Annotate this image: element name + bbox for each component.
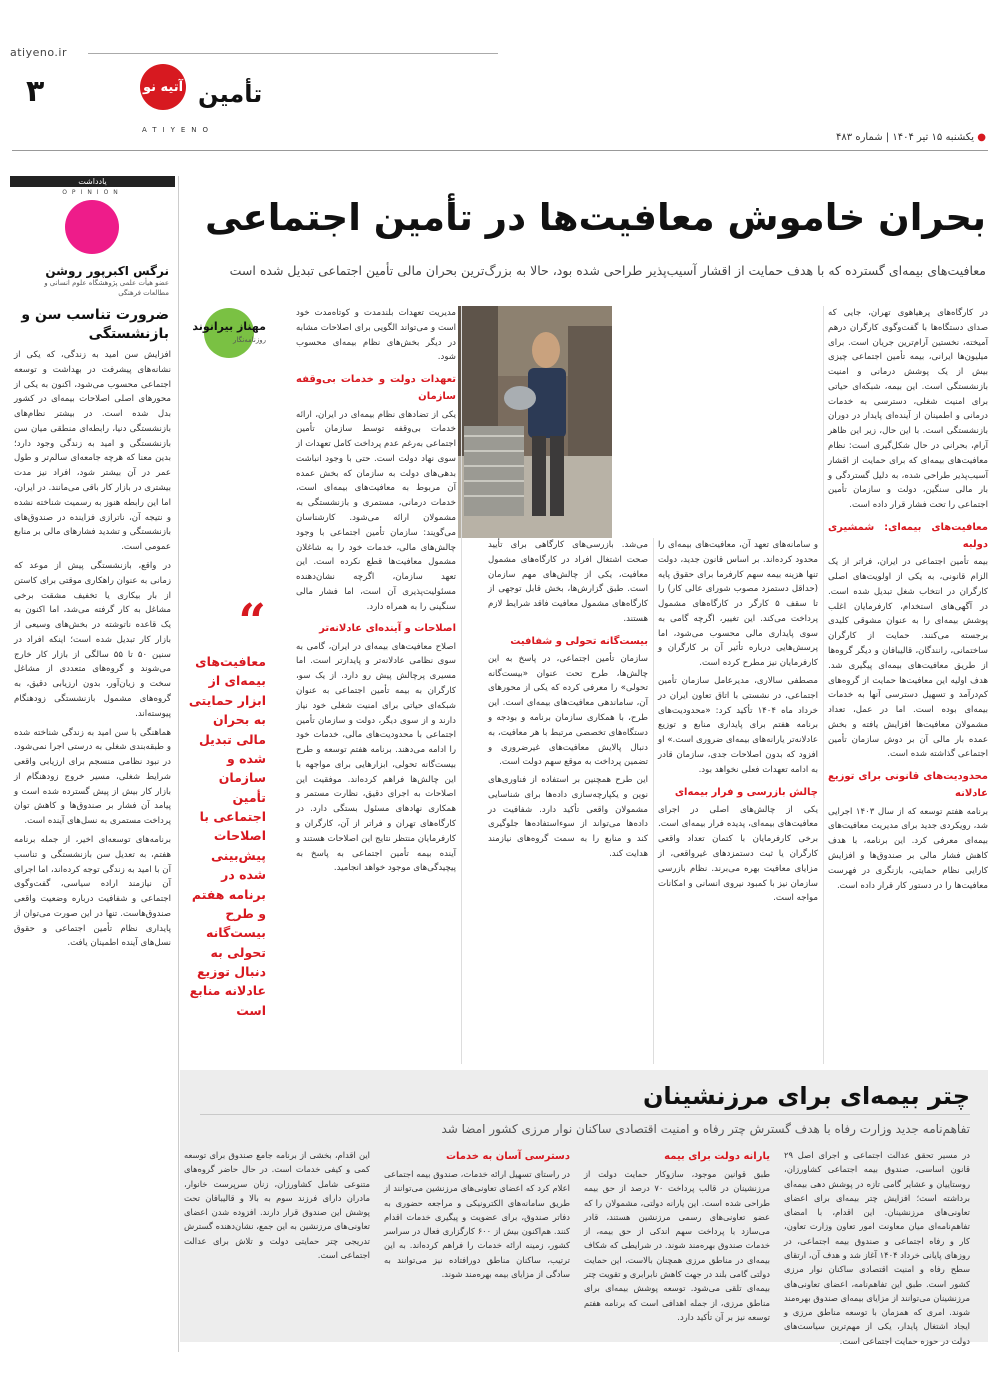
- opinion-author-role: عضو هیأت علمی پژوهشگاه علوم انسانی و مطالعات فرهنگی: [44, 279, 169, 297]
- logo-latin: ATIYENO: [142, 126, 215, 134]
- box-paragraph: این اقدام، بخشی از برنامه جامع صندوق برای توسعه کمی و کیفی خدمات است. در حال حاضر گروه‌های متنوعی شامل کشاورزان، زنان سرپرست خانوار، مادران دارای فرزند سوم به بالا و قالیبافان تحت پوشش این صندوق قرار دارند. افزوده شدن اعضای تعاونی‌های مرزنشین به این جمع، نشان‌دهنده گسترش تدریجی چتر حمایتی دولت و تلاش برای عدالت اجتماعی است.: [184, 1150, 370, 1260]
- column-divider: [178, 176, 179, 1352]
- article-subheading: بیست‌گانه تحولی و شفافیت: [510, 635, 648, 647]
- opinion-title: ضرورت تناسب سن و بازنشستگی: [21, 307, 169, 342]
- site-url[interactable]: atiyeno.ir: [10, 46, 67, 59]
- worker-photo: [458, 306, 612, 538]
- article-paragraph: و سامانه‌های تعهد آن، معافیت‌های بیمه‌ای را محدود کرده‌اند. بر اساس قانون جدید، دولت تنها هزینه بیمه سهم کارفرما برای حقوق پایه (حداقل دستمزد مصوب شورای عالی کار) را تا سقف ۵ کارگر در کارگاه‌های مشمول پرداخت می‌کند. این تغییر، اگرچه گامی به سوی پایداری مالی محسوب می‌شود، اما پرسش‌هایی درباره تأثیر آن بر کارگران و کارفرمایان نیز مطرح کرده است.: [658, 540, 818, 669]
- box-rule: [200, 1114, 970, 1115]
- article-column-3: [488, 538, 648, 1064]
- article-subheading: تعهدات دولت و خدمات بی‌وقفه سازمان: [296, 374, 456, 403]
- article-paragraph: اصلاح معافیت‌های بیمه‌ای در ایران، گامی به سوی نظامی عادلانه‌تر و پایدارتر است. اما مسیری پرچالش پیش رو دارد. از یک سو، کارگران به بیمه تأمین اجتماعی به عنوان شبکه‌ای حیاتی برای امنیت شغلی خود نیاز دارند و از سوی دیگر، دولت و سازمان تأمین اجتماعی با محدودیت‌های مالی، خدمات خود را ادامه می‌دهند. برنامه هفتم توسعه و طرح بیست‌گانه تحولی، ابزارهایی برای مواجهه با این چالش‌ها فراهم کرده‌اند. موفقیت این اصلاحات به اجرای دقیق، نظارت مستمر و همکاری نهادهای مسئول بستگی دارد. در کارگاه‌های تهران و فراتر از آن، کارگران و کارفرمایان منتظر نتایج این اصلاحات هستند و آینده بیمه تأمین اجتماعی به پاسخ به پیچیدگی‌های موجود خواهد انجامید.: [296, 641, 456, 874]
- article-headline: بحران خاموش معافیت‌ها در تأمین اجتماعی: [205, 196, 986, 239]
- pull-quote: [186, 594, 266, 1020]
- opinion-paragraph: برنامه‌های توسعه‌ای اخیر، از جمله برنامه هفتم، به تعدیل سن بازنشستگی و تناسب آن با امید به زندگی توجه کرده‌اند، اما اجرای آن نیازمند اراده سیاسی، گفت‌وگوی اجتماعی و شفافیت درباره وضعیت واقعی صندوق‌هاست. تنها در این صورت می‌توان از پایداری نظام تأمین اجتماعی و حقوق نسل‌های آینده اطمینان یافت.: [14, 835, 171, 949]
- border-insurance-box: [180, 1070, 988, 1346]
- opinion-author-avatar: [65, 200, 119, 254]
- article-paragraph: این طرح همچنین بر استفاده از فناوری‌های نوین و یکپارچه‌سازی داده‌ها برای شناسایی مشمولان واقعی تأکید دارد. شفافیت در داده‌ها می‌تواند از سوءاستفاده‌ها جلوگیری کند و منابع را به سمت گروه‌های نیازمند هدایت کند.: [488, 775, 648, 860]
- article-subheading: چالش بازرسی و فرار بیمه‌ای: [674, 786, 818, 798]
- opinion-author-name: نرگس اکبرپور روشن: [45, 264, 169, 278]
- page-number: ۳: [26, 74, 45, 109]
- box-lead: تفاهم‌نامه جدید وزارت رفاه با هدف گسترش چتر رفاه و امنیت اقتصادی ساکنان نوار مرزی کشور امضا شد: [441, 1122, 970, 1136]
- header-line: [88, 53, 498, 54]
- box-subheading: دسترسی آسان به خدمات: [445, 1151, 570, 1162]
- newspaper-logo: [140, 64, 186, 110]
- box-column-1: [784, 1148, 970, 1346]
- header-rule: [12, 150, 988, 151]
- issue-date-text: یکشنبه ۱۵ تیر ۱۴۰۴ | شماره ۴۸۳: [836, 132, 975, 143]
- issue-date: [836, 132, 986, 143]
- article-paragraph: یکی از تضادهای نظام بیمه‌ای در ایران، ارائه خدمات بی‌وقفه توسط سازمان تأمین اجتماعی به‌رغم عدم پرداخت کامل تعهدات از سوی نهاد دولت است. حتی با وجود انباشت بدهی‌های دولت به سازمان که بخش عمده آن مربوط به معافیت‌های بیمه‌ای است، خدمات درمانی، مستمری و بازنشستگی به مشمولان ارائه می‌شود. کارشناسان می‌گویند: سازمان تأمین اجتماعی با وجود چالش‌های مالی، خدمات خود را به شاغلان مشمول معافیت‌ها قطع نکرده است. این تعهد سازمان، اگرچه نشان‌دهنده مسئولیت‌پذیری آن است، اما فشار مالی سنگینی را به همراه دارد.: [296, 409, 456, 612]
- article-paragraph: مصطفی سالاری، مدیرعامل سازمان تأمین اجتماعی، در نشستی با اتاق تعاون ایران در خرداد ماه ۱۴۰۴ تأکید کرد: «محدودیت‌های برنامه هفتم برای پایداری منابع و توزیع عادلانه‌تر یارانه‌های بیمه‌ای ضروری است.» او افزود که بدون اصلاحات جدی، سازمان قادر به ادامه تعهدات فعلی نخواهد بود.: [658, 676, 818, 775]
- opinion-paragraph: هماهنگی با سن امید به زندگی شناخته شده و طبقه‌بندی شغلی به درستی اجرا نمی‌شود. در نبود نظامی منسجم برای ارزیابی واقعی شرایط شغلی، مسیر خروج زودهنگام از بازار کار بیش از پیش گسترده شده است و پیامد آن فشار بر صندوق‌ها و کاهش توان پرداخت مستمری به نسل‌های آینده است.: [14, 727, 171, 827]
- article-paragraph: برنامه هفتم توسعه که از سال ۱۴۰۳ اجرایی شد، رویکردی جدید برای مدیریت معافیت‌های بیمه‌ای معرفی کرد. این برنامه، با هدف کاهش فشار مالی بر صندوق‌ها و افزایش کارایی نظام حمایتی، بازنگری در فهرست معافیت‌ها را در دستور کار قرار داده است.: [828, 806, 988, 891]
- article-column-1: [828, 306, 988, 1064]
- box-title: چتر بیمه‌ای برای مرزنشینان: [642, 1082, 970, 1110]
- column-rule: [823, 306, 824, 1064]
- box-paragraph: در مسیر تحقق عدالت اجتماعی و اجرای اصل ۲۹ قانون اساسی، صندوق بیمه اجتماعی کشاورزان، روستاییان و عشایر گامی تازه در پوشش دهی بیمه‌ای برداشته است؛ افزایش چتر بیمه‌ای برای اعضای تعاونی‌های مرزنشینان. این اقدام، با امضای تفاهم‌نامه‌ای میان معاونت امور تعاون وزارت تعاون، کار و رفاه اجتماعی و صندوق بیمه اجتماعی، در روزهای پایانی خرداد ۱۴۰۴ آغاز شد و هدف آن، ارتقای سطح رفاه و امنیت اقتصادی ساکنان نوار مرزی کشور است. طبق این تفاهم‌نامه، اعضای تعاونی‌های مرزنشینان می‌توانند از مزایای بیمه‌ای صندوق بهره‌مند شوند. امری که همزمان با توسعه مناطق مرزی و ایجاد اشتغال پایدار، یکی از مهم‌ترین سیاست‌های دولت در حوزه حمایت اجتماعی است.: [784, 1150, 970, 1346]
- article-lead: معافیت‌های بیمه‌ای گسترده که با هدف حمایت از اقشار آسیب‌پذیر طراحی شده بود، حالا به بزرگ‌ترین بحران مالی تأمین اجتماعی تبدیل شده است: [229, 263, 986, 278]
- pull-quote-text: معافیت‌های بیمه‌ای از ابزار حمایتی به بحران مالی تبدیل شده و سازمان تأمین اجتماعی با اصلاحات پیش‌بینی شده در برنامه هفتم و طرح بیست‌گانه تحولی به دنبال توزیع عادلانه منابع است: [188, 654, 266, 1018]
- article-author-name: مهناز بیرانوند: [192, 320, 266, 333]
- article-paragraph: یکی از چالش‌های اصلی در اجرای معافیت‌های بیمه‌ای، پدیده فرار بیمه‌ای است. برخی کارفرمایان با کتمان تعداد واقعی کارگران یا ثبت دستمزدهای غیرواقعی، از مزایای معافیت بهره می‌برند. نظام بازرسی سازمان نیز با کمبود نیروی انسانی و امکانات مواجه است.: [658, 804, 818, 904]
- bullet-icon: ●: [977, 132, 986, 143]
- box-paragraph: طبق قوانین موجود، سازوکار حمایت دولت از مرزنشینان در قالب پرداخت ۷۰ درصد از حق بیمه طراحی شده است. این یارانه دولتی، مشمولان را که عضو تعاونی‌های رسمی مرزنشین هستند، قادر می‌سازد با پرداخت سهم اندکی از حق بیمه، از خدمات صندوق بهره‌مند شوند. در شرایطی که شکاف بیمه‌ای در مناطق مرزی همچنان بالاست، این حمایت دولتی گامی بلند در جهت کاهش نابرابری و تقویت چتر بیمه‌ای تلقی می‌شود. توسعه پوشش بیمه‌ای برای مناطق مرزی، از جمله اهدافی است که برنامه هفتم توسعه نیز بر آن تأکید دارد.: [584, 1169, 770, 1322]
- box-column-3: [384, 1148, 570, 1338]
- article-paragraph: در کارگاه‌های پرهیاهوی تهران، جایی که صدای دستگاه‌ها با گفت‌وگوی کارگران درهم آمیخته، نخستین آرام‌ترین جریان است. برای میلیون‌ها ایرانی، بیمه تأمین اجتماعی چیزی بیش از یک پوشش درمانی و امنیت بازنشستگی است. این بیمه، شبکه‌ای حیاتی برای امنیت شغلی، دسترسی به خدمات درمانی و اطمینان از آینده‌ای پایدار در دوران بازنشستگی است. با این حال، زیر این ظاهر آرام، بحرانی در حال شکل‌گیری است: نظام معافیت‌های بیمه‌ای که برای حمایت از اقشار آسیب‌پذیر طراحی شده، به دلیل گستردگی و بار مالی سنگین، دولت و سازمان تأمین اجتماعی را تحت فشار قرار داده است.: [828, 308, 988, 511]
- article-column-4: [296, 306, 456, 1064]
- article-paragraph: بیمه تأمین اجتماعی در ایران، فراتر از یک الزام قانونی، به یکی از اولویت‌های اصلی کارگران در انتخاب شغل تبدیل شده است. در آگهی‌های استخدام، کارفرمایان اغلب پوشش بیمه‌ای را به عنوان مشوقی کلیدی برجسته می‌کنند. حمایت از کارگران ساختمانی، رانندگان، قالیبافان و دیگر گروه‌ها از طریق معافیت‌های بیمه‌ای پیگیری شد. هدف اولیه این معافیت‌ها حمایت از گروه‌های کم‌درآمد و تسهیل دسترسی آنها به خدمات بیمه‌ای بوده است. اما در عمل، تعداد مشمولان معافیت‌ها افزایش یافته و بخش عمده بار مالی آن بر دوش سازمان تأمین اجتماعی گذاشته شده است.: [828, 557, 988, 760]
- column-rule: [653, 538, 654, 1064]
- quote-mark-icon: “: [238, 594, 266, 650]
- opinion-body: [14, 348, 171, 955]
- article-paragraph: می‌شد. بازرسی‌های کارگاهی برای تأیید صحت اشتغال افراد در کارگاه‌های مشمول معافیت، یکی از چالش‌های مهم سازمان است. طبق گزارش‌ها، بخش قابل توجهی از کارگاه‌های مشمول معافیت فاقد شرایط لازم هستند.: [488, 540, 648, 624]
- article-author-role: روزنامه‌نگار: [232, 336, 266, 344]
- article-column-2: [658, 538, 818, 1064]
- article-paragraph: مدیریت تعهدات بلندمدت و کوتاه‌مدت خود است و می‌تواند الگویی برای اصلاحات مشابه در دیگر بخش‌های نظام بیمه‌ای محسوب شود.: [296, 308, 456, 363]
- article-paragraph: سازمان تأمین اجتماعی، در پاسخ به این چالش‌ها، طرح تحت عنوان «بیست‌گانه تحولی» را معرفی کرده که یکی از محورهای آن، ساماندهی معافیت‌های بیمه‌ای است. این طرح، با همکاری سازمان برنامه و بودجه و دستگاه‌های تخصصی مرتبط با هر معافیت، به دنبال پالایش معافیت‌های غیرضروری و تضمین پرداخت به موقع سهم دولت است.: [488, 653, 648, 768]
- opinion-paragraph: در واقع، بازنشستگی پیش از موعد که زمانی به عنوان راهکاری موقتی برای کاستن از بار بیکاری یا تخفیف مشقت برخی مشاغل به کار گرفته می‌شد، اما اکنون به یک قاعده ناتوشته در بخش‌های وسیعی از بازار کار تبدیل شده است؛ اینکه افراد در سنین ۵۰ تا ۵۵ سالگی از بازار کار خارج می‌شوند و گروه‌های متعددی از مشاغل سخت و زیان‌آور، بدون ارزیابی دقیق، به گروه‌های مشمول بازنشستگی زودهنگام پیوسته‌اند.: [14, 560, 171, 719]
- opinion-tag: یادداشت: [10, 176, 175, 187]
- opinion-column: [10, 176, 175, 1352]
- box-subheading: یارانه دولت برای بیمه: [664, 1151, 770, 1162]
- article-author-avatar: [204, 308, 254, 358]
- opinion-paragraph: افزایش سن امید به زندگی، که یکی از نشانه‌های پیشرفت در بهداشت و توسعه اجتماعی محسوب می‌شود، اکنون به یکی از محورهای اصلی اصلاحات بیمه‌ای در کشور بدل شده است. در بیشتر نظام‌های بازنشستگی دنیا، رابطه‌ای منطقی میان سن بازنشستگی و امید به زندگی وجود دارد؛ بدین معنا که هرچه جامعه‌ای سالم‌تر و طول عمر در آن بیشتر شود، افراد نیز مدت بیشتری در بازار کار باقی می‌مانند. در ایران، اما این رابطه هنوز به رسمیت شناخته نشده و نتیجه آن، ناترازی فزاینده در صندوق‌های بازنشستگی و تشدید فشارهای مالی بر منابع عمومی است.: [14, 350, 171, 553]
- box-paragraph: در راستای تسهیل ارائه خدمات، صندوق بیمه اجتماعی اعلام کرد که اعضای تعاونی‌های مرزنشین می‌توانند از طریق سامانه‌های الکترونیکی و مراجعه حضوری به دفاتر صندوق، برای عضویت و پیگیری خدمات اقدام کنند. هم‌اکنون بیش از ۶۰۰ کارگزاری فعال در سراسر کشور، زمینه ارائه خدمات را فراهم کرده‌اند. به این ترتیب، ساکنان مناطق دورافتاده نیز می‌توانند به سادگی از مزایای بیمه بهره‌مند شوند.: [384, 1169, 571, 1279]
- article-subheading: معافیت‌های بیمه‌ای: شمشیری دولبه: [828, 521, 988, 551]
- section-title: تأمین: [198, 80, 263, 108]
- box-column-2: [584, 1148, 770, 1338]
- logo-text: آتیه نو: [142, 79, 184, 95]
- opinion-tag-latin: OPINION: [62, 189, 123, 196]
- article-subheading: اصلاحات و آینده‌ای عادلانه‌تر: [319, 623, 456, 635]
- article-photo: [458, 306, 612, 538]
- article-subheading: محدودیت‌های قانونی برای توزیع عادلانه: [828, 771, 988, 800]
- column-rule: [461, 306, 462, 1064]
- box-column-4: [184, 1148, 370, 1338]
